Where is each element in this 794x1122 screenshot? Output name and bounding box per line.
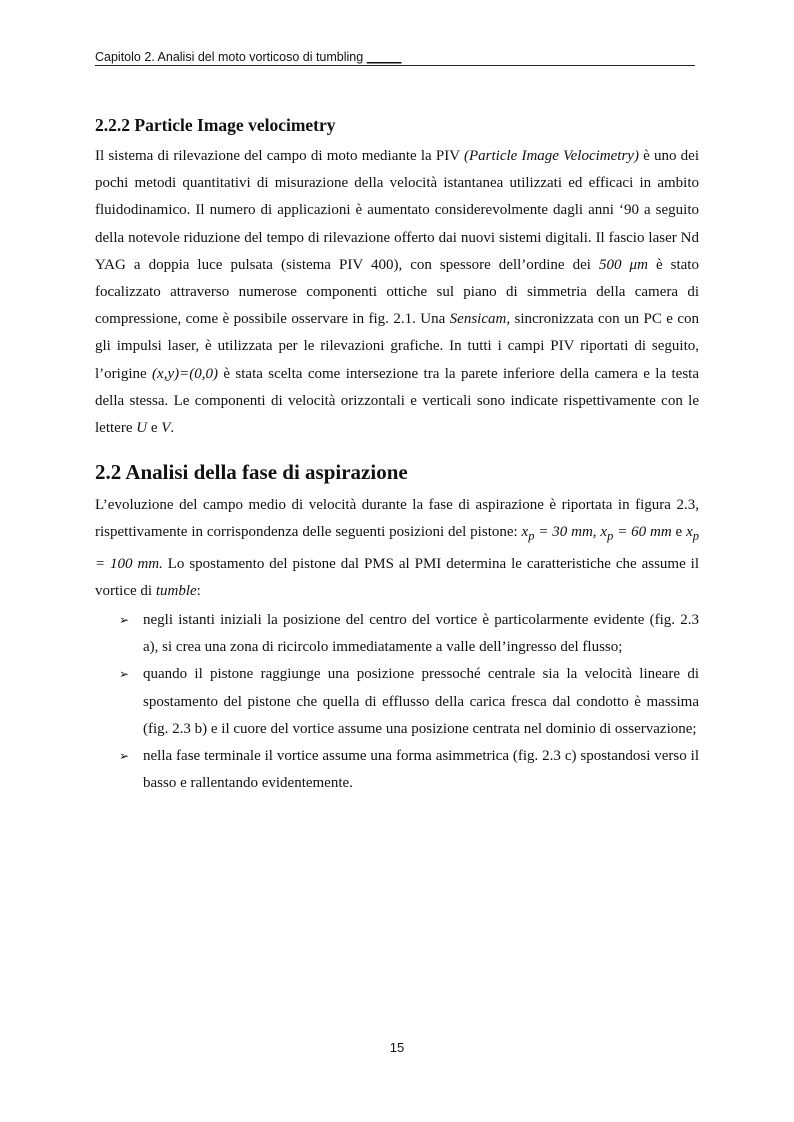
italic-run: U: [136, 420, 148, 437]
page-number: 15: [389, 1040, 405, 1055]
italic-run: x: [600, 524, 608, 541]
section-heading-2-2-2: 2.2.2 Particle Image velocimetry: [95, 115, 336, 135]
list-item-text: quando il pistone raggiunge una posizione pressoché centrale sia la velocità lineare di spostamento del pistone che quella di efflusso della carica fresca dal condotto è massima (fig. 2.3 b) e il cuore del vortice assume una posizione centrata nel dominio di osservazione;: [143, 666, 699, 737]
list-item-text: negli istanti iniziali la posizione del centro del vortice è particolarmente evidente (fig. 2.3 a), si crea una zona di ricircolo immediatamente a valle dell’ingresso del flusso;: [143, 612, 699, 656]
arrow-bullet-icon: ➢: [119, 667, 130, 682]
aspiration-paragraph: [95, 492, 699, 605]
header-rule-fill: _____: [366, 50, 402, 64]
italic-run: x: [686, 524, 693, 541]
italic-run: (x,y)=(0,0): [152, 365, 218, 382]
italic-run: Sensicam: [449, 311, 507, 328]
italic-run: tumble: [155, 582, 197, 599]
text-run: e: [147, 420, 162, 437]
running-title: Capitolo 2. Analisi del moto vorticoso di tumbling: [95, 50, 364, 64]
running-header: [95, 50, 695, 66]
list-item-text: nella fase terminale il vortice assume una forma asimmetrica (fig. 2.3 c) spostandosi verso il basso e rallentando evidentemente.: [143, 748, 699, 792]
text-run: è stato focalizzato attraverso numerose componenti ottiche sul piano di simmetria della camera di compressione, come è possibile osservare in fig. 2.1. Una: [95, 256, 699, 328]
section-heading-2-2: 2.2 Analisi della fase di aspirazione: [95, 460, 408, 485]
page-body: [95, 113, 699, 797]
subscript-run: p: [528, 529, 535, 544]
subscript-run: p: [692, 529, 699, 544]
text-run: è stata scelta come intersezione tra la parete inferiore della camera e la testa della stessa. Le componenti di velocità orizzontali e verticali sono indicate rispettivamente con le lettere: [95, 365, 699, 437]
italic-run: = 30 mm,: [534, 524, 597, 541]
list-item: [95, 607, 699, 661]
text-run: L’evoluzione del campo medio di velocità durante la fase di aspirazione è riportata in figura 2.3, rispettivamente in corrispondenza delle seguenti posizioni del pistone:: [95, 497, 699, 541]
arrow-bullet-icon: ➢: [119, 749, 130, 764]
italic-run: x: [521, 524, 529, 541]
italic-run: (Particle Image Velocimetry): [463, 148, 639, 164]
italic-run: = 60 mm: [613, 524, 672, 541]
text-run: è uno dei pochi metodi quantitativi di misurazione della velocità istantanea utilizzati ed efficaci in ambito fluidodinamico. Il numero di applicazioni è aumentato considerevolmente dagli anni ‘90 a seguito della notevole riduzione del tempo di rilevazione offerto dai nuovi sistemi digitali. Il fascio laser Nd YAG a doppia luce pulsata (sistema PIV 400), con spessore dell’ordine dei: [95, 148, 699, 273]
italic-run: = 100 mm.: [95, 555, 163, 572]
text-run: , sincronizzata con un PC e con gli impulsi laser, è utilizzata per le rilevazioni grafiche. In tutti i campi PIV riportati di seguito, l’origine: [95, 311, 699, 382]
text-run: Il sistema di rilevazione del campo di moto mediante la PIV: [95, 148, 464, 164]
italic-run: 500 μm: [599, 256, 648, 273]
arrow-bullet-icon: ➢: [119, 613, 130, 628]
text-run: .: [170, 420, 175, 437]
piv-paragraph: [95, 143, 699, 442]
text-run: Lo spostamento del pistone dal PMS al PMI determina le caratteristiche che assume il vortice di: [95, 555, 699, 599]
text-run: e: [671, 524, 687, 541]
text-run: :: [196, 582, 201, 599]
tumble-bullet-list: [95, 607, 699, 797]
list-item: [95, 661, 699, 743]
subscript-run: p: [607, 529, 614, 544]
list-item: [95, 743, 699, 797]
italic-run: V: [161, 420, 171, 437]
